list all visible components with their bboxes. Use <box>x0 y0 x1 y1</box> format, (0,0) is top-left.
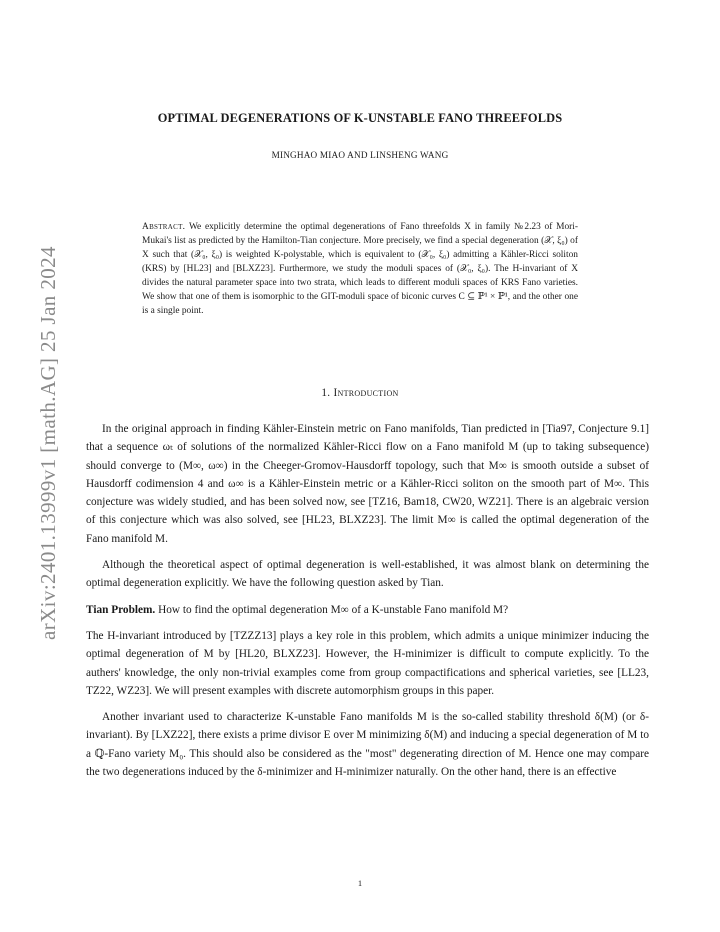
abstract-label: Abstract. <box>142 222 186 232</box>
paragraph: In the original approach in finding Kähler-Einstein metric on Fano manifolds, Tian predicted in [Tia97, Conjecture 9.1] that a sequence ωₜ of solutions of the normalized Kähler-Ricci flow on a Fano manifold M (up to taking subsequence) should converge to (M∞, ω∞) in the Cheeger-Gromov-Hausdorff topology, such that M∞ is smooth outside a subset of Hausdorff codimension 4 and ω∞ is a Kähler-Einstein metric or a Kähler-Ricci soliton on the smooth part of M∞. This conjecture was widely studied, and has been solved now, see [TZ16, Bam18, CW20, WZ21]. There is an algebraic version of this conjecture which was also solved, see [HL23, BLXZ23]. The limit M∞ is called the optimal degeneration of the Fano manifold M. <box>86 423 649 545</box>
arxiv-identifier-stamp: arXiv:2401.13999v1 [math.AG] 25 Jan 2024 <box>36 246 60 640</box>
problem-statement <box>86 601 649 619</box>
paragraph: Although the theoretical aspect of optimal degeneration is well-established, it was almost blank on determining the optimal degeneration explicitly. We have the following question asked by Tian. <box>86 559 649 590</box>
paragraph: The H-invariant introduced by [TZZZ13] plays a key role in this problem, which admits a unique minimizer inducing the optimal degeneration of M by [HL20, BLXZ23]. However, the H-minimizer is difficult to compute explicitly. To the authers' knowledge, the only non-trivial examples come from group compactifications and spherical varieties, see [LL23, TZ22, WZ23]. We will present examples with discrete automorphism groups in this paper. <box>86 629 649 697</box>
abstract-text: We explicitly determine the optimal degenerations of Fano threefolds X in family №2.23 of Mori-Mukai's list as predicted by the Hamilton-Tian conjecture. More precisely, we find a special degeneration (𝒳, ξ₀) of X such that (𝒳₀, ξ₀) is weighted K-polystable, which is equivalent to (𝒳₀, ξ₀) admitting a Kähler-Ricci soliton (KRS) by [HL23] and [BLXZ23]. Furthermore, we study the moduli spaces of (𝒳₀, ξ₀). The H-invariant of X divides the natural parameter space into two strata, which leads to different moduli spaces of KRS Fano varieties. We show that one of them is isomorphic to the GIT-moduli space of biconic curves C ⊆ ℙ¹ × ℙ¹, and the other one is a single point. <box>142 222 578 316</box>
paper-title: OPTIMAL DEGENERATIONS OF K-UNSTABLE FANO THREEFOLDS <box>157 111 563 125</box>
abstract <box>142 220 578 318</box>
paper-authors: MINGHAO MIAO AND LINSHENG WANG <box>271 150 449 160</box>
section-heading <box>0 387 720 399</box>
page-number: 1 <box>357 878 363 888</box>
body-text <box>86 420 649 789</box>
paragraph: Another invariant used to characterize K-unstable Fano manifolds M is the so-called stability threshold δ(M) (or δ-invariant). By [LXZ22], there exists a prime divisor E over M minimizing δ(M) and inducing a special degeneration of M to a ℚ-Fano variety M₀. This should also be considered as the "most" degenerating direction of M. Hence one may compare the two degenerations induced by the δ-minimizer and H-minimizer naturally. On the other hand, there is an effective <box>86 711 649 779</box>
problem-label: Tian Problem. <box>86 603 156 616</box>
problem-text: How to find the optimal degeneration M∞ of a K-unstable Fano manifold M? <box>158 603 509 616</box>
section-title: Introduction <box>333 387 399 399</box>
section-number: 1. <box>321 387 331 399</box>
